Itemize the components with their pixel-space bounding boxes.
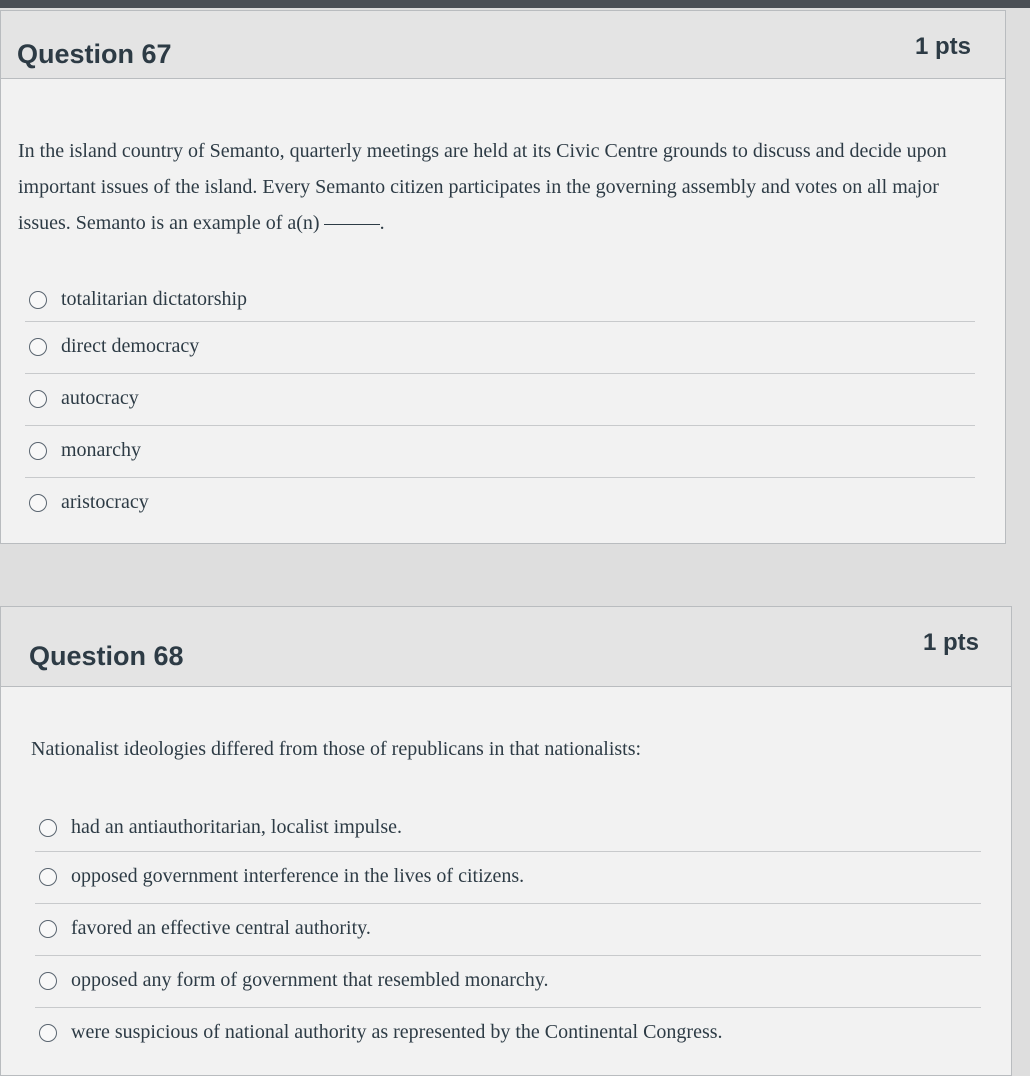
answer-option[interactable] bbox=[35, 903, 981, 955]
question-title: Question 68 bbox=[29, 641, 184, 671]
question-points: 1 pts bbox=[914, 33, 971, 60]
answer-option[interactable] bbox=[25, 477, 975, 529]
answer-option[interactable] bbox=[25, 373, 975, 425]
question-67-card bbox=[0, 10, 1006, 544]
answer-option[interactable] bbox=[35, 1007, 981, 1059]
radio-button[interactable] bbox=[29, 390, 47, 408]
radio-button[interactable] bbox=[39, 1024, 57, 1042]
radio-button[interactable] bbox=[29, 442, 47, 460]
radio-button[interactable] bbox=[39, 920, 57, 938]
radio-button[interactable] bbox=[39, 972, 57, 990]
answer-list bbox=[1, 269, 1005, 529]
question-title: Question 67 bbox=[17, 39, 172, 69]
answer-label[interactable]: were suspicious of national authority as represented by the Continental Congress. bbox=[71, 1021, 723, 1043]
question-prompt-text: Nationalist ideologies differed from those of republicans in that nationalists: bbox=[31, 738, 642, 760]
question-prompt bbox=[18, 133, 978, 241]
radio-button[interactable] bbox=[29, 338, 47, 356]
answer-option[interactable] bbox=[25, 321, 975, 373]
question-header bbox=[1, 11, 1005, 79]
answer-label[interactable]: monarchy bbox=[61, 439, 141, 461]
question-prompt-end: . bbox=[379, 212, 385, 234]
answer-label[interactable]: totalitarian dictatorship bbox=[61, 288, 248, 310]
answer-option[interactable] bbox=[25, 425, 975, 477]
answer-label[interactable]: direct democracy bbox=[61, 335, 200, 357]
browser-top-edge bbox=[0, 0, 1030, 8]
radio-button[interactable] bbox=[39, 819, 57, 837]
radio-button[interactable] bbox=[29, 291, 47, 309]
answer-option[interactable] bbox=[35, 851, 981, 903]
answer-list bbox=[1, 799, 1011, 1059]
answer-label[interactable]: opposed government interference in the lives of citizens. bbox=[71, 865, 525, 887]
question-header bbox=[1, 607, 1011, 687]
answer-label[interactable]: opposed any form of government that resembled monarchy. bbox=[71, 969, 549, 991]
answer-label[interactable]: autocracy bbox=[61, 387, 139, 409]
question-prompt bbox=[31, 731, 991, 767]
question-prompt-text: In the island country of Semanto, quarterly meetings are held at its Civic Centre grounds to discuss and decide upon important issues of the island. Every Semanto citizen participates in the governing assembly and votes on all major issues. Semanto is an example of a(n) bbox=[18, 140, 947, 234]
question-points: 1 pts bbox=[922, 629, 979, 656]
answer-label[interactable]: aristocracy bbox=[61, 491, 149, 513]
radio-button[interactable] bbox=[39, 868, 57, 886]
answer-label[interactable]: favored an effective central authority. bbox=[71, 917, 371, 939]
answer-option[interactable] bbox=[35, 799, 981, 851]
answer-option[interactable] bbox=[25, 269, 975, 321]
answer-option[interactable] bbox=[35, 955, 981, 1007]
question-68-card bbox=[0, 606, 1012, 1076]
radio-button[interactable] bbox=[29, 494, 47, 512]
fill-in-blank bbox=[324, 223, 380, 225]
answer-label[interactable]: had an antiauthoritarian, localist impulse. bbox=[71, 816, 403, 838]
